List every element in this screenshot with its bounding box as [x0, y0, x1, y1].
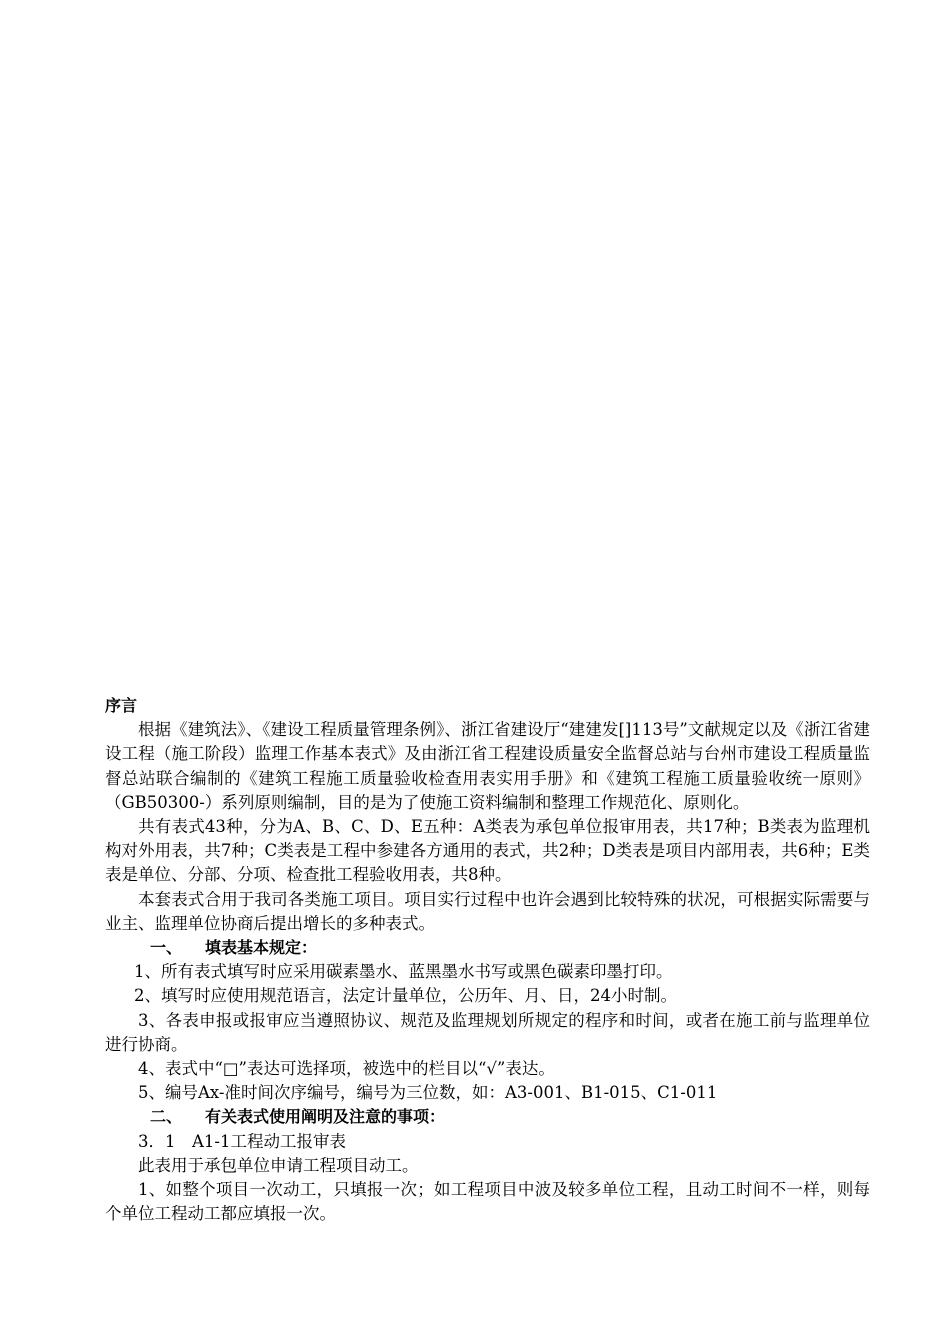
- section-title-1: 填表基本规定：: [205, 938, 318, 958]
- rule-item-1: 1、所有表式填写时应采用碳素墨水、蓝黑墨水书写或黑色碳素印墨打印。: [134, 962, 673, 982]
- section-heading-2: [105, 1105, 870, 1129]
- paragraph-form-types: 共有表式43种，分为A、B、C、D、E五种：A类表为承包单位报审用表，共17种；B类表为监理机构对外用表，共7种；C类表是工程中参建各方通用的表式，共2种；D类表是项目内部用表，共6种；E类表是单位、分部、分项、检查批工程验收用表，共8种。: [105, 817, 870, 885]
- subsection-paragraph-2: 1、如整个项目一次动工，只填报一次；如工程项目中波及较多单位工程，且动工时间不一样，则每个单位工程动工都应填报一次。: [105, 1180, 870, 1224]
- section-number-2: 二、: [150, 1107, 183, 1127]
- rule-item-2: 2、填写时应使用规范语言，法定计量单位，公历年、月、日，24小时制。: [134, 986, 677, 1006]
- section-number-1: 一、: [150, 938, 183, 958]
- paragraph-applicability: 本套表式合用于我司各类施工项目。项目实行过程中也许会遇到比较特殊的状况，可根据实际需要与业主、监理单位协商后提出增长的多种表式。: [105, 889, 870, 933]
- subsection-heading: 3．1 A1-1工程动工报审表: [138, 1131, 346, 1151]
- rule-item-4: 4、表式中“□”表达可选择项，被选中的栏目以“√”表达。: [138, 1059, 555, 1079]
- paragraph-intro: 根据《建筑法》、《建设工程质量管理条例》、浙江省建设厅“建建发[]113号”文献规定以及《浙江省建设工程（施工阶段）监理工作基本表式》及由浙江省工程建设质量安全监督总站与台州市建设工程质量监督总站联合编制的《建筑工程施工质量验收检查用表实用手册》和《建筑工程施工质量验收统一原则》（GB50300-）系列原则编制，目的是为了使施工资料编制和整理工作规范化、原则化。: [105, 720, 870, 812]
- document-body: [105, 694, 870, 1226]
- rule-item-3: 3、各表申报或报审应当遵照协议、规范及监理规划所规定的程序和时间，或者在施工前与监理单位进行协商。: [105, 1010, 870, 1054]
- document-title: 序言: [105, 696, 138, 715]
- subsection-paragraph-1: 此表用于承包单位申请工程项目动工。: [138, 1155, 419, 1175]
- section-title-2: 有关表式使用阐明及注意的事项：: [205, 1107, 446, 1127]
- rule-item-5: 5、编号Ax-准时间次序编号，编号为三位数，如：A3-001、B1-015、C1-011: [138, 1083, 718, 1103]
- section-heading-1: [105, 936, 870, 960]
